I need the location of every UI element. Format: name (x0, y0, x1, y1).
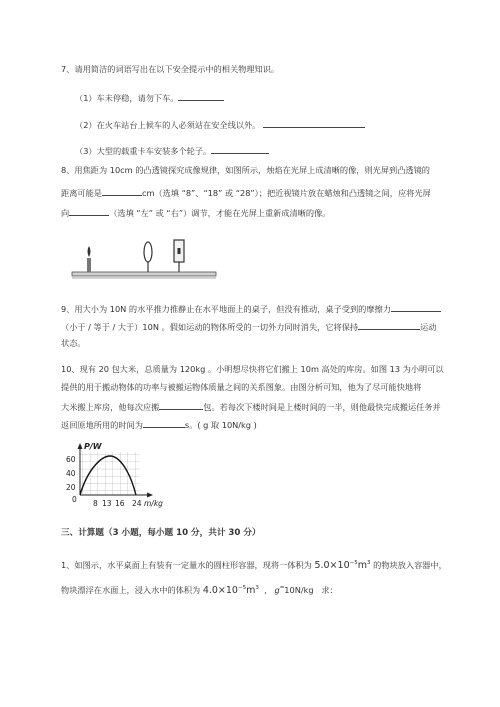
calc1-volume-unit-exponent: 3 (367, 560, 371, 566)
calc1-submerged-value: 4.0×10 (202, 585, 238, 596)
calc1-volume-unit: m (357, 560, 367, 571)
q8-line-2 (61, 186, 431, 199)
calc1-volume (314, 560, 370, 571)
q9-line-1-a: 9、用大小为 10N 的水平推力推静止在水平地面上的桌子，但没有推动，桌子受到的摩擦力 (61, 304, 391, 314)
calc1-gravity-value: 10N/kg (284, 585, 314, 595)
q10-line-3-a: 大米搬上库房，他每次应搬 (61, 402, 160, 412)
x-axis-label: m/kg (144, 499, 163, 508)
q8-line-3 (61, 206, 330, 219)
y-axis-label: P/W (84, 442, 102, 451)
bench-rail (72, 272, 216, 276)
answer-blank[interactable] (102, 186, 142, 196)
q10-line-3-b: 包。若每次下楼时间是上楼时间的一半，则他最快完成搬运任务并 (203, 402, 441, 412)
q7-item-2-text: （2）在火车站台上候车的人必须站在安全线以外。 (75, 120, 261, 130)
answer-blank[interactable] (159, 400, 203, 410)
answer-blank[interactable] (263, 118, 365, 128)
section-3-heading: 三、计算题（3 小题，每小题 10 分，共计 30 分） (61, 528, 261, 538)
q10-line-2: 提供的用于搬动物体的功率与被搬运物体质量之间的关系图象。由图分析可知，他为了尽可能快地将 (61, 382, 422, 392)
q8-line-3-a: 向 (61, 208, 70, 218)
calc1-gravity-symbol: g (274, 585, 280, 595)
y-tick-20: 20 (66, 483, 76, 492)
q9-line-3: 状态。 (61, 338, 86, 348)
y-tick-60: 60 (66, 455, 76, 464)
calc1-gravity: g=10N/kg (274, 585, 314, 595)
answer-blank[interactable] (391, 302, 441, 312)
y-axis-arrow-icon (78, 443, 83, 449)
q8-line-2-a: 距离可能是 (61, 188, 102, 198)
calc1-submerged-exponent: −5 (237, 585, 247, 591)
x-tick-8: 8 (93, 499, 98, 508)
calc1-submerged-volume (203, 585, 259, 596)
q7-item-1-text: （1）车未停稳，请勿下车。 (75, 93, 179, 103)
q8-line-3-b: （选填 “左” 或 “右”）调节，才能在光屏上重新成清晰的像。 (109, 208, 331, 218)
q9-line-2-a: （小于 / 等于 / 大于）10N 。假如运动的物体所受的一切外力同时消失，它将保持 (61, 322, 359, 332)
calc1-line-1 (61, 560, 447, 573)
candle-icon (87, 246, 91, 272)
figure-label: 13 (102, 499, 112, 508)
q10-line-3 (61, 400, 441, 413)
calc1-line-2-a: 物块漂浮在水面上，浸入水中的体积为 (61, 585, 201, 595)
x-axis-arrow-icon (147, 493, 153, 498)
answer-blank[interactable] (143, 418, 185, 428)
answer-blank[interactable] (211, 144, 269, 154)
calc1-submerged-unit-exponent: 3 (255, 585, 259, 591)
q8-line-2-b: cm（选填 “8”、“18” 或 “28”）；把近视镜片放在蜡烛和凸透镜之间，应将光屏 (141, 188, 431, 198)
answer-blank[interactable] (178, 91, 224, 101)
calc1-submerged-unit: m (246, 585, 256, 596)
answer-blank[interactable] (358, 320, 420, 330)
q7-stem: 7、请用简洁的词语写出在以下安全提示中的相关物理知识。 (61, 64, 280, 74)
q7-item-3 (75, 144, 269, 157)
q10-line-4 (61, 418, 257, 431)
calc1-line-2-b: 求： (321, 585, 338, 595)
q9-line-2-b: 运动 (420, 322, 437, 332)
q10-line-4-b: s。( g 取 10N/kg ) (184, 420, 257, 430)
calc1-volume-value: 5.0×10 (314, 560, 350, 571)
calc1-line-2: 物块漂浮在水面上，浸入水中的体积为 $4.0\times 10^{-5}m^3$ , g=10N/kg 求： (61, 585, 338, 596)
calc1-line-1-b: 的物块放入容器中， (373, 560, 447, 570)
q10-line-1: 10、现有 20 包大米，总质量为 120kg 。小明想尽快将它们搬上 10m 高处的库房。如图 13 为小明可以 (61, 364, 444, 374)
answer-blank[interactable] (69, 206, 109, 216)
screen-icon (174, 240, 184, 272)
y-tick-0: 0 (72, 495, 77, 504)
q7-item-1 (75, 91, 224, 104)
q9-line-2 (61, 320, 436, 333)
optical-bench-figure (70, 236, 220, 286)
lens-icon (144, 242, 152, 272)
x-tick-16: 16 (115, 499, 125, 508)
q9-line-1 (61, 302, 441, 315)
y-tick-40: 40 (66, 469, 76, 478)
power-mass-graph (60, 440, 172, 516)
q10-line-4-a: 返回原地所用的时间为 (61, 420, 143, 430)
q7-item-2 (75, 118, 365, 131)
calc1-line-1-a: 1、如图示，水平桌面上有装有一定量水的圆柱形容器，现将一体积为 (61, 560, 312, 570)
q8-line-1: 8、用焦距为 10cm 的凸透镜探究成像规律，如图所示，烛焰在光屏上成清晰的像，则光屏到凸透镜的 (61, 165, 430, 175)
q7-item-3-text: （3）大型的载重卡车安装多个轮子。 (75, 146, 212, 156)
x-tick-24: 24 (132, 499, 142, 508)
calc1-volume-exponent: −5 (349, 560, 358, 566)
